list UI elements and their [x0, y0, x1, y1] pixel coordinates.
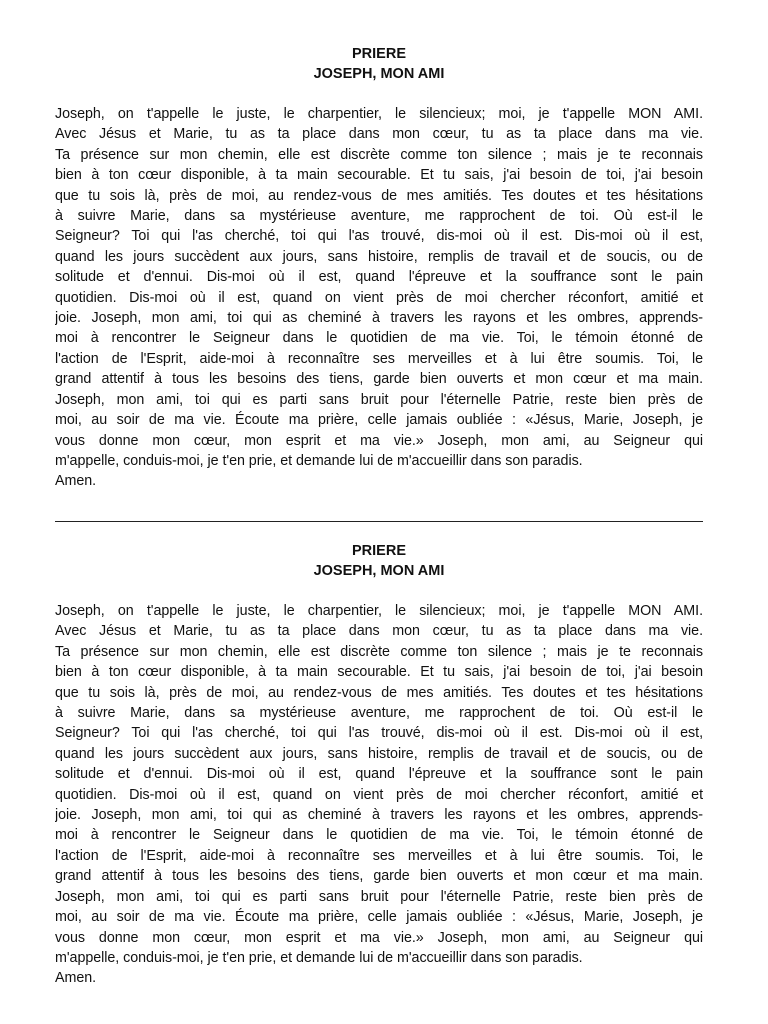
prayer-line: grand attentif à tous les besoins des tiens, garde bien ouverts et mon cœur et ma main. [55, 868, 703, 885]
prayer-line: vous donne mon cœur, mon esprit et ma vie.» Joseph, mon ami, au Seigneur qui [55, 929, 703, 946]
prayer-line: que tu sois là, près de moi, au rendez-vous de mes amitiés. Tes doutes et tes hésitations [55, 684, 703, 701]
prayer-line: l'action de l'Esprit, aide-moi à reconnaître ses merveilles et à lui être soumis. Toi, le [55, 847, 703, 864]
prayer-line: moi, au soir de ma vie. Écoute ma prière, celle jamais oubliée : «Jésus, Marie, Joseph, je [55, 412, 703, 429]
prayer-line: joie. Joseph, mon ami, toi qui as cheminé à travers les rayons et les ombres, apprends- [55, 807, 703, 824]
prayer-line: Amen. [55, 970, 97, 987]
prayer-body [55, 601, 703, 989]
prayer-line: que tu sois là, près de moi, au rendez-vous de mes amitiés. Tes doutes et tes hésitations [55, 187, 703, 204]
prayer-line: Joseph, on t'appelle le juste, le charpentier, le silencieux; moi, je t'appelle MON AMI. [55, 106, 703, 122]
prayer-line: quotidien. Dis-moi où il est, quand on vient près de moi chercher réconfort, amitié et [55, 289, 703, 306]
prayer-line: grand attentif à tous les besoins des tiens, garde bien ouverts et mon cœur et ma main. [55, 371, 703, 388]
prayer-line: Avec Jésus et Marie, tu as ta place dans mon cœur, tu as ta place dans ma vie. [55, 126, 703, 143]
prayer-section-1 [55, 44, 703, 492]
prayer-line: Seigneur? Toi qui l'as cherché, toi qui l'as trouvé, dis-moi où il est. Dis-moi où il est, [55, 725, 703, 742]
prayer-line: bien à ton cœur disponible, à ta main secourable. Et tu sais, j'ai besoin de toi, j'ai besoin [55, 664, 703, 681]
prayer-line: vous donne mon cœur, mon esprit et ma vie.» Joseph, mon ami, au Seigneur qui [55, 432, 703, 449]
prayer-line: Avec Jésus et Marie, tu as ta place dans mon cœur, tu as ta place dans ma vie. [55, 623, 703, 640]
prayer-line: Seigneur? Toi qui l'as cherché, toi qui l'as trouvé, dis-moi où il est. Dis-moi où il est, [55, 228, 703, 245]
prayer-line: Ta présence sur mon chemin, elle est discrète comme ton silence ; mais je te reconnais [55, 643, 703, 660]
prayer-line: Amen. [55, 473, 97, 490]
prayer-subtitle: JOSEPH, MON AMI [313, 66, 445, 82]
prayer-line: Ta présence sur mon chemin, elle est discrète comme ton silence ; mais je te reconnais [55, 146, 703, 163]
prayer-title: PRIERE [352, 46, 406, 62]
prayer-line: Joseph, mon ami, toi qui es parti sans bruit pour l'éternelle Patrie, reste bien près de [55, 391, 703, 408]
prayer-line: quand les jours succèdent aux jours, sans histoire, remplis de travail et de soucis, ou de [55, 248, 703, 265]
prayer-line: solitude et d'ennui. Dis-moi où il est, quand l'épreuve et la souffrance sont le pain [55, 269, 703, 286]
prayer-line: quand les jours succèdent aux jours, sans histoire, remplis de travail et de soucis, ou de [55, 745, 703, 762]
prayer-line: l'action de l'Esprit, aide-moi à reconnaître ses merveilles et à lui être soumis. Toi, le [55, 350, 703, 367]
prayer-title: PRIERE [352, 543, 406, 559]
prayer-line: m'appelle, conduis-moi, je t'en prie, et demande lui de m'accueillir dans son paradis. [55, 949, 583, 966]
prayer-line: moi à rencontrer le Seigneur dans le quotidien de ma vie. Toi, le témoin étonné de [55, 827, 703, 844]
prayer-line: à suivre Marie, dans sa mystérieuse aventure, me rapprochent de toi. Où est-il le [55, 208, 703, 225]
prayer-subtitle: JOSEPH, MON AMI [313, 563, 445, 579]
prayer-line: Joseph, on t'appelle le juste, le charpentier, le silencieux; moi, je t'appelle MON AMI. [55, 603, 703, 619]
section-divider [55, 521, 703, 522]
prayer-body [55, 104, 703, 492]
prayer-line: bien à ton cœur disponible, à ta main secourable. Et tu sais, j'ai besoin de toi, j'ai besoin [55, 167, 703, 184]
prayer-line: moi à rencontrer le Seigneur dans le quotidien de ma vie. Toi, le témoin étonné de [55, 330, 703, 347]
prayer-line: Joseph, mon ami, toi qui es parti sans bruit pour l'éternelle Patrie, reste bien près de [55, 888, 703, 905]
prayer-line: à suivre Marie, dans sa mystérieuse aventure, me rapprochent de toi. Où est-il le [55, 705, 703, 722]
prayer-line: solitude et d'ennui. Dis-moi où il est, quand l'épreuve et la souffrance sont le pain [55, 766, 703, 783]
prayer-line: quotidien. Dis-moi où il est, quand on vient près de moi chercher réconfort, amitié et [55, 786, 703, 803]
prayer-line: m'appelle, conduis-moi, je t'en prie, et demande lui de m'accueillir dans son paradis. [55, 452, 583, 469]
prayer-line: moi, au soir de ma vie. Écoute ma prière, celle jamais oubliée : «Jésus, Marie, Joseph, je [55, 909, 703, 926]
prayer-section-2 [55, 541, 703, 989]
prayer-line: joie. Joseph, mon ami, toi qui as cheminé à travers les rayons et les ombres, apprends- [55, 310, 703, 327]
